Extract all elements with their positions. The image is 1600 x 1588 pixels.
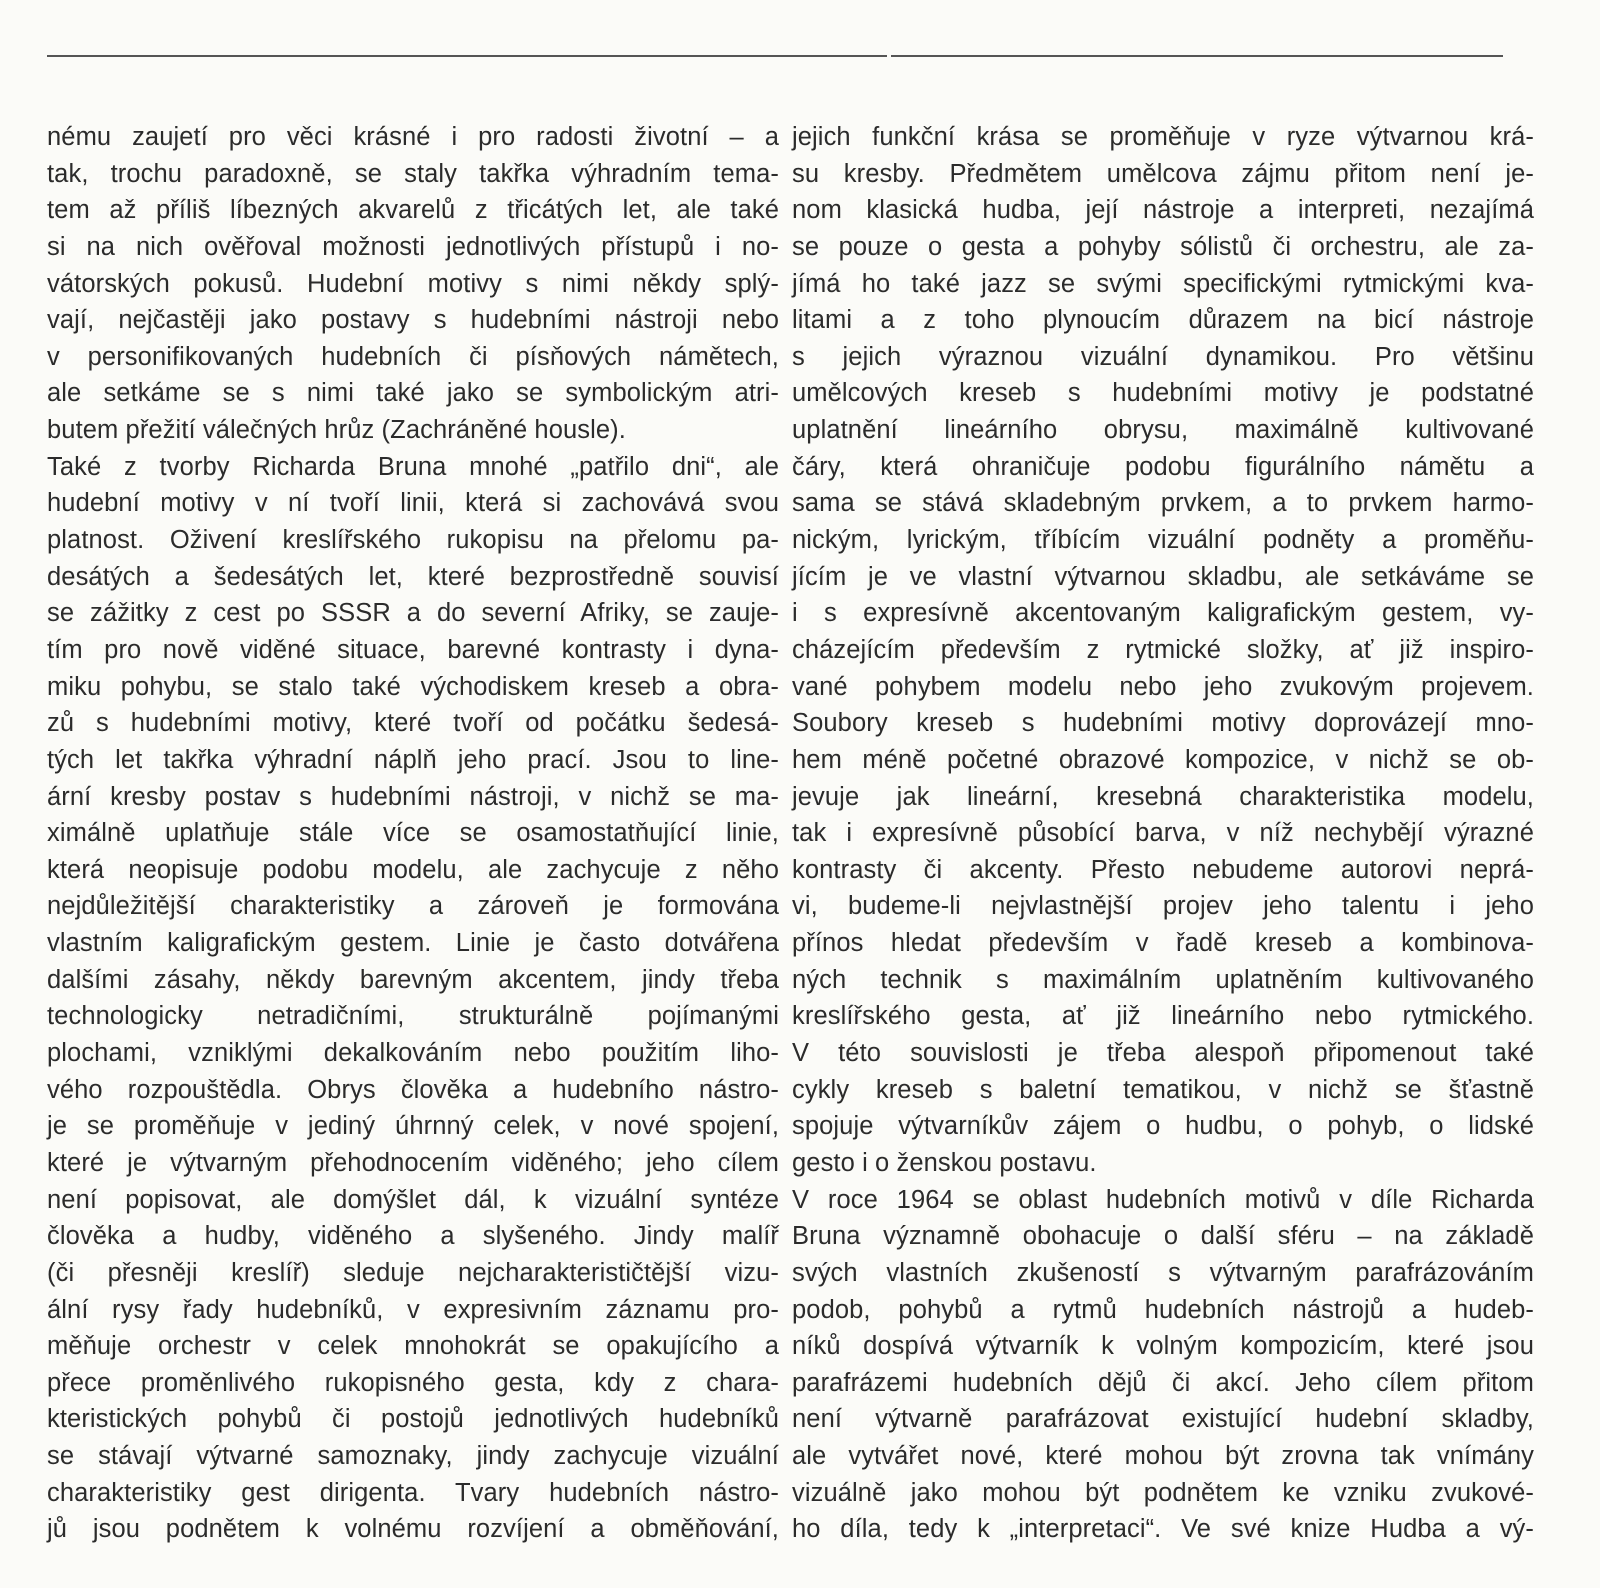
text-line: platnost. Oživení kreslířského rukopisu na přelomu pa- [47,526,779,555]
text-line: sama se stává skladebným prvkem, a to prvkem harmo- [792,489,1534,518]
text-line: kontrasty či akcenty. Přesto nebudeme autorovi neprá- [792,855,1534,884]
text-line: umělcových kreseb s hudebními motivy je podstatné [792,379,1534,408]
text-line: přínos hledat především v řadě kreseb a kombinova- [792,929,1534,958]
text-line: ximálně uplatňuje stále více se osamostatňující linie, [47,819,779,848]
top-rule-right [891,55,1503,57]
text-line: si na nich ověřoval možnosti jednotlivých přístupů i no- [47,232,779,261]
text-line: vátorských pokusů. Hudební motivy s nimi někdy splý- [47,269,779,298]
text-line: s jejich výraznou vizuální dynamikou. Pro většinu [792,342,1534,371]
text-line: dalšími zásahy, někdy barevným akcentem, jindy třeba [47,965,779,994]
text-line: spojuje výtvarníkův zájem o hudbu, o pohyb, o lidské [792,1112,1534,1141]
text-line: je se proměňuje v jediný úhrnný celek, v nové spojení, [47,1112,779,1141]
right-text-column [792,119,1534,1548]
text-line: měňuje orchestr v celek mnohokrát se opakujícího a [47,1332,779,1361]
text-line: nickým, lyrickým, tříbícím vizuální podněty a proměňu- [792,526,1534,555]
text-line: charakteristiky gest dirigenta. Tvary hudebních nástro- [47,1478,779,1507]
text-line: ální rysy řady hudebníků, v expresivním záznamu pro- [47,1295,779,1324]
text-line: tím pro nově viděné situace, barevné kontrasty i dyna- [47,635,779,664]
text-line: plochami, vzniklými dekalkováním nebo použitím liho- [47,1039,779,1068]
text-line: níků dospívá výtvarník k volným kompozicím, které jsou [792,1332,1534,1361]
text-line: Také z tvorby Richarda Bruna mnohé „patřilo dni“, ale [47,452,779,481]
text-line: čáry, která ohraničuje podobu figurálního námětu a [792,452,1534,481]
text-line: se pouze o gesta a pohyby sólistů či orchestru, ale za- [792,232,1534,261]
text-line: ární kresby postav s hudebními nástroji, v nichž se ma- [47,782,779,811]
text-line: jů jsou podnětem k volnému rozvíjení a obměňování, [47,1515,779,1544]
text-line: jevuje jak lineární, kresebná charakteristika modelu, [792,782,1534,811]
text-line: která neopisuje podobu modelu, ale zachycuje z něho [47,855,779,884]
text-line: desátých a šedesátých let, které bezprostředně souvisí [47,562,779,591]
text-line: vi, budeme-li nejvlastnější projev jeho talentu i jeho [792,892,1534,921]
text-line: se stávají výtvarné samoznaky, jindy zachycuje vizuální [47,1442,779,1471]
text-line: cykly kreseb s baletní tematikou, v nichž se šťastně [792,1075,1534,1104]
text-line: gesto i o ženskou postavu. [792,1148,1097,1177]
text-line: Soubory kreseb s hudebními motivy doprovázejí mno- [792,709,1534,738]
text-line: podob, pohybů a rytmů hudebních nástrojů a hudeb- [792,1295,1534,1324]
text-line: ho díla, tedy k „interpretaci“. Ve své knize Hudba a vý- [792,1515,1534,1544]
text-line: litami a z toho plynoucím důrazem na bicí nástroje [792,306,1534,335]
text-line: butem přežití válečných hrůz (Zachráněné housle). [47,416,626,445]
text-line: kteristických pohybů či postojů jednotlivých hudebníků [47,1405,779,1434]
text-line: V roce 1964 se oblast hudebních motivů v díle Richarda [792,1185,1534,1214]
text-line: (či přesněji kreslíř) sleduje nejcharakterističtější vizu- [47,1258,779,1287]
text-line: svých vlastních zkušeností s výtvarným parafrázováním [792,1258,1534,1287]
text-line: přece proměnlivého rukopisného gesta, kdy z chara- [47,1368,779,1397]
text-line: se zážitky z cest po SSSR a do severní Afriky, se zauje- [47,599,779,628]
text-line: cházejícím především z rytmické složky, ať již inspiro- [792,635,1534,664]
text-line: uplatnění lineárního obrysu, maximálně kultivované [792,416,1534,445]
text-line: ale setkáme se s nimi také jako se symbolickým atri- [47,379,779,408]
text-line: Bruna významně obohacuje o další sféru – na základě [792,1222,1534,1251]
text-line: tých let takřka výhradní náplň jeho prací. Jsou to line- [47,745,779,774]
text-line: jímá ho také jazz se svými specifickými rytmickými kva- [792,269,1534,298]
text-line: nejdůležitější charakteristiky a zároveň je formována [47,892,779,921]
text-line: hudební motivy v ní tvoří linii, která si zachovává svou [47,489,779,518]
text-line: su kresby. Předmětem umělcova zájmu přitom není je- [792,159,1534,188]
top-rule-left [47,55,887,57]
text-line: i s expresívně akcentovaným kaligrafickým gestem, vy- [792,599,1534,628]
text-line: miku pohybu, se stalo také východiskem kreseb a obra- [47,672,779,701]
text-line: vají, nejčastěji jako postavy s hudebními nástroji nebo [47,306,779,335]
text-line: není výtvarně parafrázovat existující hudební skladby, [792,1405,1534,1434]
text-line: ale vytvářet nové, které mohou být zrovna tak vnímány [792,1442,1534,1471]
text-line: jejich funkční krása se proměňuje v ryze výtvarnou krá- [792,123,1534,151]
text-line: v personifikovaných hudebních či písňových námětech, [47,342,779,371]
text-line: parafrázemi hudebních dějů či akcí. Jeho cílem přitom [792,1368,1534,1397]
text-line: nému zaujetí pro věci krásné i pro radosti životní – a [47,123,779,151]
text-line: ných technik s maximálním uplatněním kultivovaného [792,965,1534,994]
text-line: člověka a hudby, viděného a slyšeného. Jindy malíř [47,1222,779,1251]
text-line: není popisovat, ale domýšlet dál, k vizuální syntéze [47,1185,779,1214]
text-line: vané pohybem modelu nebo jeho zvukovým projevem. [792,672,1534,701]
left-text-column [47,119,779,1548]
text-line: vlastním kaligrafickým gestem. Linie je často dotvářena [47,929,779,958]
text-line: jícím je ve vlastní výtvarnou skladbu, ale setkáváme se [792,562,1534,591]
text-line: hem méně početné obrazové kompozice, v nichž se ob- [792,745,1534,774]
text-line: V této souvislosti je třeba alespoň připomenout také [792,1039,1534,1068]
text-line: tak, trochu paradoxně, se staly takřka výhradním tema- [47,159,779,188]
text-line: technologicky netradičními, strukturálně pojímanými [47,1002,779,1031]
text-line: nom klasická hudba, její nástroje a interpreti, nezajímá [792,196,1534,225]
text-line: tem až příliš líbezných akvarelů z třicátých let, ale také [47,196,779,225]
text-line: tak i expresívně působící barva, v níž nechybějí výrazné [792,819,1534,848]
text-line: vého rozpouštědla. Obrys člověka a hudebního nástro- [47,1075,779,1104]
text-line: které je výtvarným přehodnocením viděného; jeho cílem [47,1148,779,1177]
text-line: zů s hudebními motivy, které tvoří od počátku šedesá- [47,709,779,738]
text-line: kreslířského gesta, ať již lineárního nebo rytmického. [792,1002,1534,1031]
text-line: vizuálně jako mohou být podnětem ke vzniku zvukové- [792,1478,1534,1507]
